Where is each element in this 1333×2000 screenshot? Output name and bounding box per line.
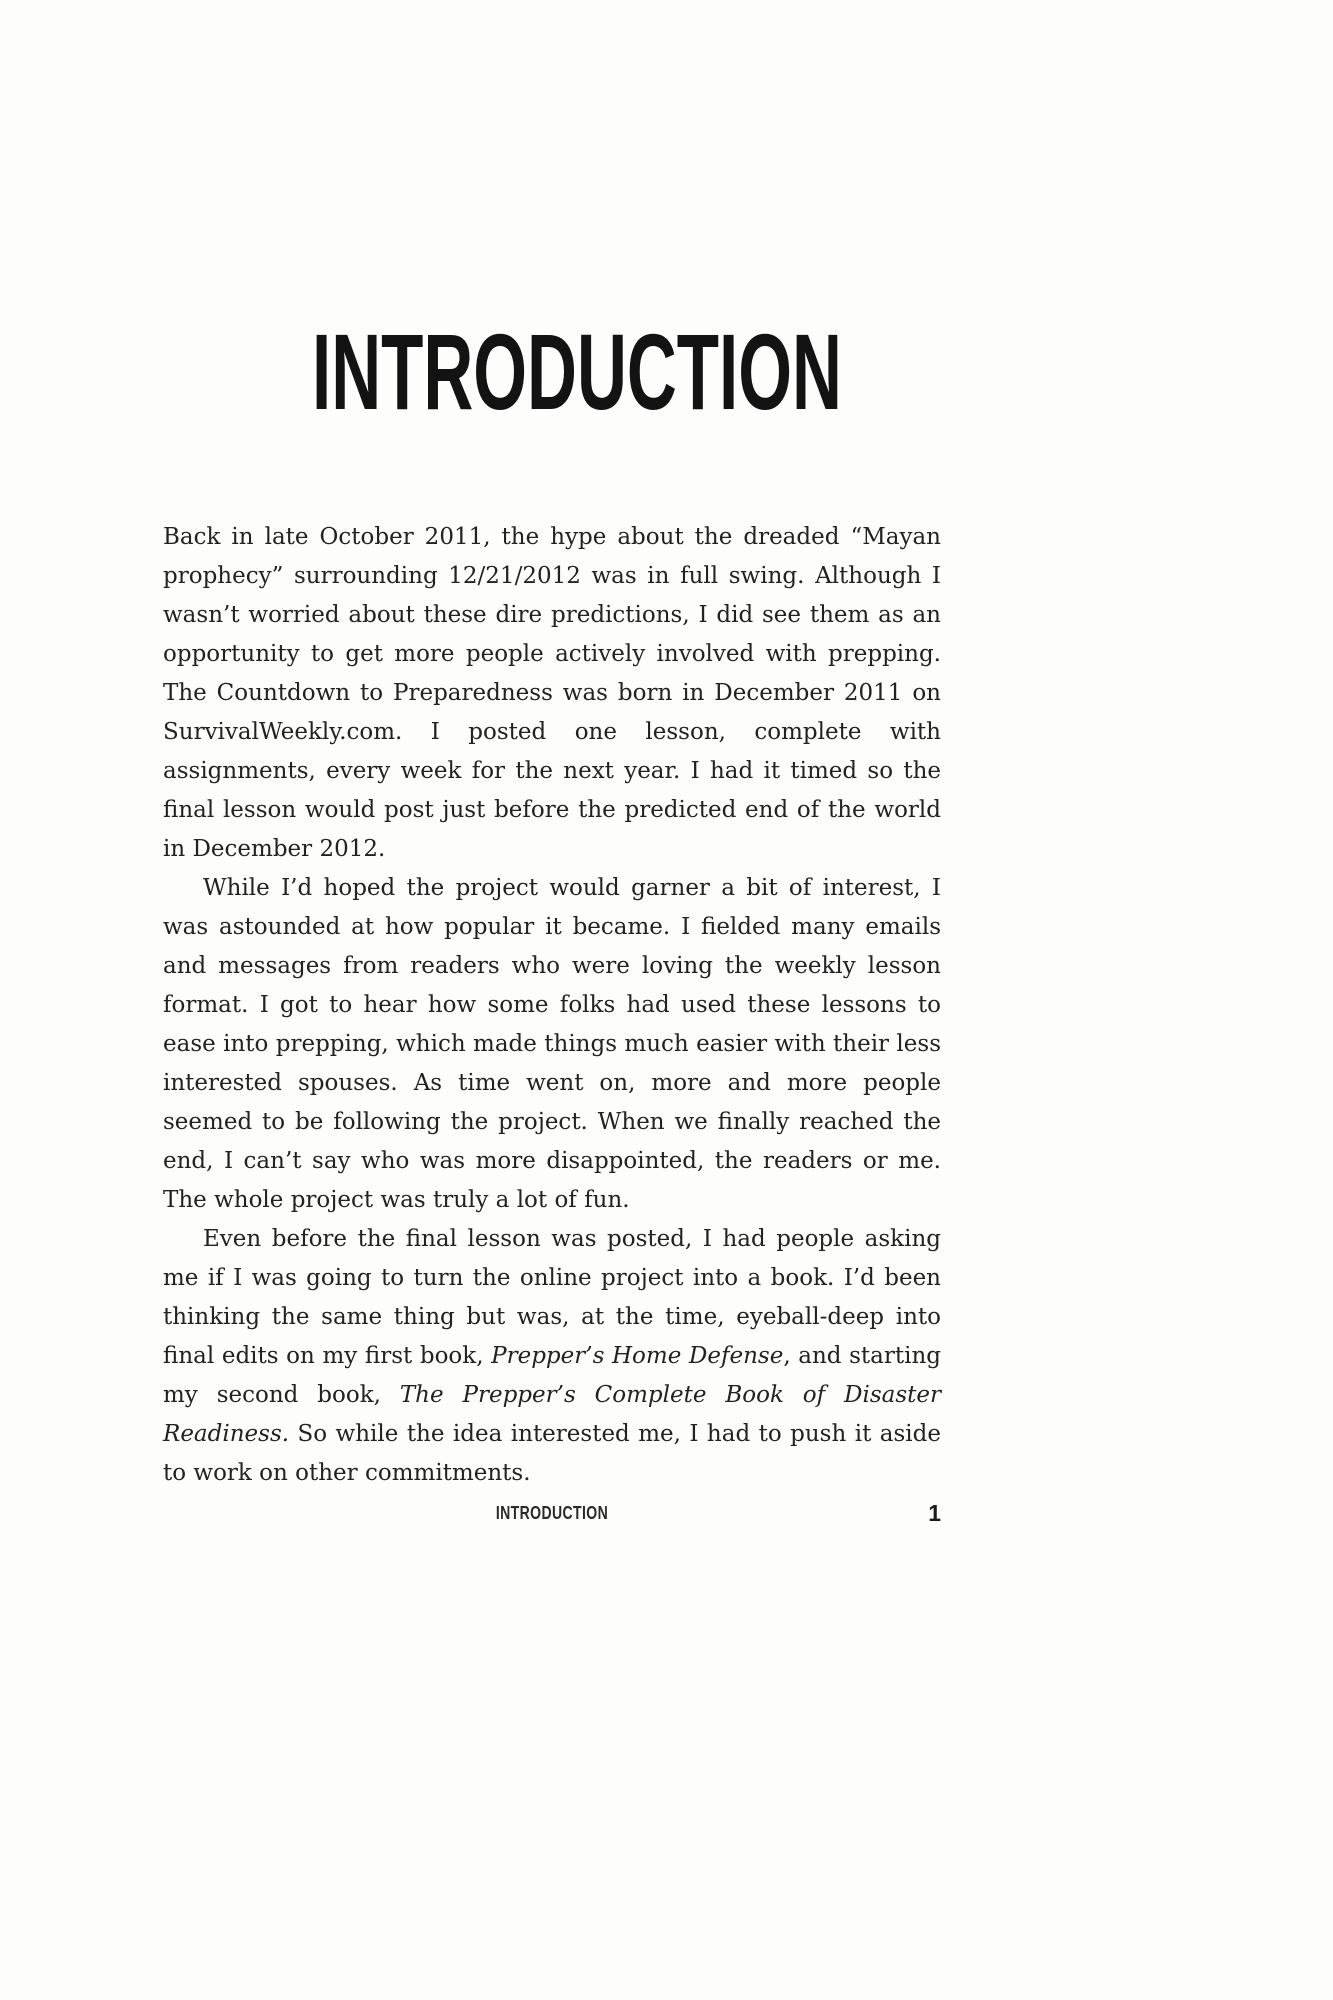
- paragraph: [163, 518, 941, 869]
- running-footer: INTRODUCTION: [495, 1503, 609, 1523]
- book-title-italic: Prepper’s Home Defense: [491, 1343, 784, 1369]
- page-footer: [163, 1500, 941, 1533]
- text-run: , and starting my second book,: [163, 1343, 941, 1408]
- paragraph: [163, 1220, 941, 1493]
- text-column: [163, 0, 941, 1493]
- text-run: While I’d hoped the project would garner a bit of interest, I was astounded at how popular it became. I fielded many emails and messages from readers who were loving the weekly lesson format. I got to hear how some folks had used these lessons to ease into prepping, which made things much easier with their less interested spouses. As time went on, more and more people seemed to be following the project. When we finally reached the end, I can’t say who was more disappointed, the readers or me. The whole project was truly a lot of fun.: [163, 875, 941, 1213]
- chapter-title-text: INTRODUCTION: [312, 311, 842, 432]
- book-title-italic: The Prepper’s Complete Book of Disaster Readiness.: [163, 1382, 941, 1447]
- chapter-title: [163, 311, 941, 432]
- page-number: 1: [928, 1500, 941, 1526]
- text-run: Back in late October 2011, the hype about the dreaded “Mayan prophecy” surrounding 12/21/2012 was in full swing. Although I wasn’t worried about these dire predictions, I did see them as an opportunity to get more people actively involved with prepping. The Countdown to Preparedness was born in December 2011 on SurvivalWeekly.com. I posted one lesson, complete with assignments, every week for the next year. I had it timed so the final lesson would post just before the predicted end of the world in December 2012.: [163, 524, 941, 862]
- text-run: So while the idea interested me, I had to push it aside to work on other commitments.: [163, 1421, 941, 1486]
- paragraph: [163, 869, 941, 1220]
- body-text: [163, 518, 941, 1493]
- text-run: Even before the final lesson was posted, I had people asking me if I was going to turn the online project into a book. I’d been thinking the same thing but was, at the time, eyeball-deep into final edits on my first book,: [163, 1226, 941, 1369]
